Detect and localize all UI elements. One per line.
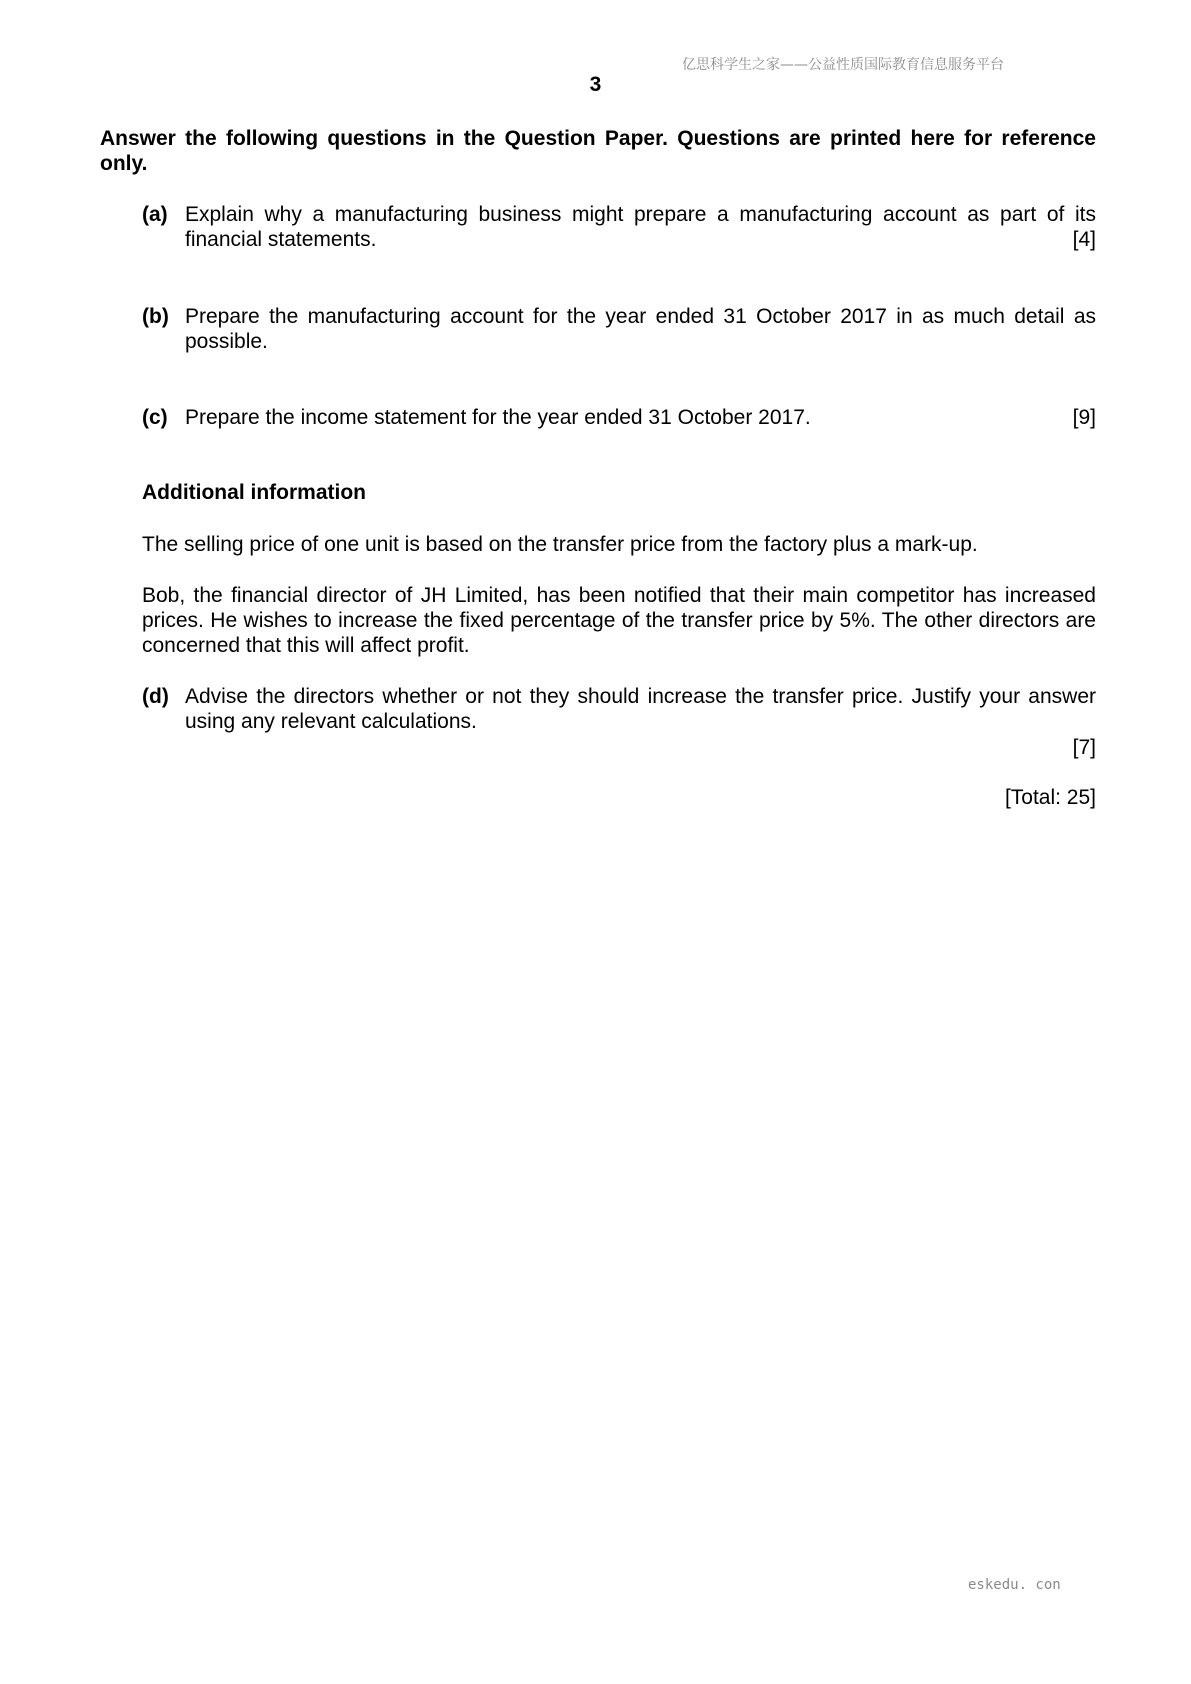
question-label: (a) <box>142 203 168 226</box>
info-paragraph: The selling price of one unit is based on the transfer price from the factory plus a mark-up. <box>142 533 978 556</box>
instruction-text: Answer the following questions in the Question Paper. Questions are printed here for reference only. <box>100 127 1096 175</box>
question-text: Prepare the manufacturing account for the year ended 31 October 2017 in as much detail as possible. <box>185 305 1096 353</box>
marks-allocation: [9] <box>1072 406 1096 429</box>
watermark-header: 亿思科学生之家——公益性质国际教育信息服务平台 <box>682 57 1004 73</box>
watermark-footer: eskedu. con <box>968 1577 1061 1593</box>
question-text: Advise the directors whether or not they should increase the transfer price. Justify your answer using any relevant calculations. <box>185 685 1096 733</box>
question-d <box>142 684 1096 734</box>
marks-allocation: [4] <box>1072 228 1096 251</box>
question-b <box>142 304 1096 354</box>
info-paragraph: Bob, the financial director of JH Limited, has been notified that their main competitor has increased prices. He wishes to increase the fixed percentage of the transfer price by 5%. The other directors are concerned that this will affect profit. <box>142 584 1096 657</box>
question-text: Prepare the income statement for the year ended 31 October 2017. <box>185 406 811 429</box>
marks-allocation: [7] <box>1072 736 1096 759</box>
question-label: (d) <box>142 685 169 708</box>
question-label: (c) <box>142 406 168 429</box>
question-text: Explain why a manufacturing business might prepare a manufacturing account as part of its financial statements. <box>185 203 1096 251</box>
question-a <box>142 202 1096 252</box>
page-number: 3 <box>589 73 602 96</box>
question-label: (b) <box>142 305 169 328</box>
question-c <box>142 405 1096 430</box>
section-heading: Additional information <box>142 481 366 504</box>
total-marks: [Total: 25] <box>1004 786 1096 809</box>
